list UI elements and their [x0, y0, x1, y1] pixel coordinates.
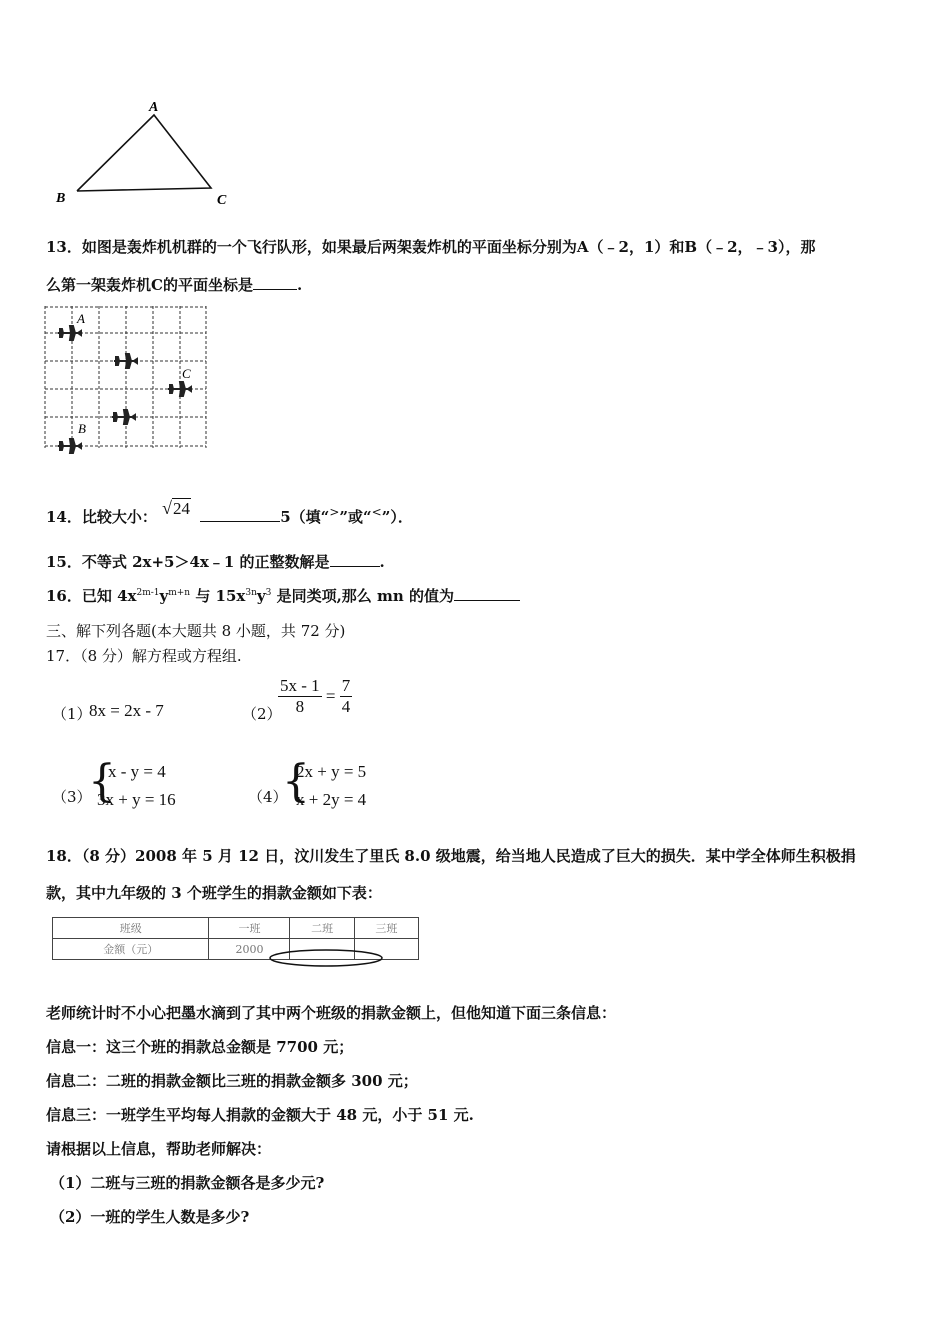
- triangle-outline: [77, 115, 211, 191]
- q14-or: ”或“: [339, 508, 372, 526]
- q17-part3-eq1: x - y = 4: [108, 762, 166, 781]
- table-header-cell: 班级: [53, 918, 209, 939]
- q15-end: .: [379, 553, 385, 571]
- q18-line1: 18．（8 分）2008 年 5 月 12 日，汶川发生了里氏 8.0 级地震，给当地人民造成了巨大的损失．某中学全体师生积极捐: [46, 847, 856, 865]
- plane-b-icon: [58, 439, 81, 453]
- q16-line: [46, 585, 520, 606]
- q18-info2: 信息二：二班的捐款金额比三班的捐款金额多 300 元；: [46, 1072, 418, 1090]
- q18-line2: 款，其中九年级的 3 个班学生的捐款金额如下表：: [46, 884, 382, 902]
- q14-line: [46, 498, 413, 527]
- q18-sub2: （2）一班的学生人数是多少?: [50, 1208, 250, 1226]
- vertex-label-c: C: [217, 193, 227, 208]
- q13-end: .: [296, 276, 303, 294]
- q17-part2-right-denominator: 4: [341, 697, 351, 716]
- q14-answer-blank: [200, 507, 280, 522]
- grid-label-a: A: [77, 311, 85, 326]
- q17-part1-equation: 8x = 2x - 7: [89, 701, 164, 720]
- q17-part2-denominator: 8: [295, 697, 305, 716]
- q17-part2-equals: =: [325, 686, 336, 706]
- q16-sup3: 3n: [245, 588, 257, 598]
- plane-2-icon: [114, 354, 137, 368]
- plane-c-icon: [168, 382, 191, 396]
- q13-line2: [46, 274, 302, 295]
- sqrt-icon: √: [162, 498, 172, 518]
- vertex-label-b: B: [56, 191, 66, 206]
- q17-part4-eq1: 2x + y = 5: [296, 762, 367, 781]
- q16-part4: y: [256, 587, 266, 605]
- sqrt-expression: [162, 499, 191, 518]
- plane-a-icon: [58, 326, 81, 340]
- q16-sup4: 3: [265, 588, 272, 598]
- q17-title: 17．（8 分）解方程或方程组.: [46, 647, 242, 665]
- section-3-heading: 三、解下列各题(本大题共 8 小题，共 72 分): [46, 622, 346, 640]
- q17-part3-brace-icon: {: [88, 756, 116, 807]
- q17-part2-label: （2）: [242, 705, 282, 723]
- grid-label-c: C: [182, 366, 191, 381]
- q16-sup1: 2m-1: [136, 588, 160, 598]
- q16-part1: 16．已知 4x: [46, 587, 137, 605]
- q17-part4-brace-icon: {: [282, 756, 310, 807]
- q13-answer-blank: [253, 275, 297, 290]
- q16-part3: 与 15x: [190, 587, 246, 605]
- q17-part1-label: （1）: [52, 705, 92, 723]
- table-header-cell: 一班: [209, 918, 290, 939]
- q17-part2-equation: [278, 676, 352, 717]
- table-cell: 2000: [209, 939, 290, 960]
- q17-part4-eq2: x + 2y = 4: [296, 790, 367, 809]
- q17-part4-label: （4）: [248, 788, 288, 806]
- q16-part2: y: [159, 587, 169, 605]
- table-header-cell: 三班: [354, 918, 418, 939]
- vertex-label-a: A: [149, 100, 159, 115]
- q15-line: [46, 551, 385, 572]
- ink-blot-ellipse: [266, 947, 386, 969]
- q14-gt: >: [329, 505, 340, 519]
- grid-label-b: B: [78, 421, 86, 436]
- q17-part2-left-fraction: [278, 676, 322, 717]
- q17-part2-numerator: 5x - 1: [280, 676, 320, 695]
- q16-sup2: m+n: [168, 588, 191, 598]
- q14-middle: 5（填“: [280, 508, 330, 526]
- table-cell: 金额（元）: [53, 939, 209, 960]
- bomber-grid-figure: [44, 306, 208, 456]
- q14-suffix: ”）．: [381, 508, 413, 526]
- q18-info3: 信息三：一班学生平均每人捐款的金额大于 48 元，小于 51 元.: [46, 1106, 474, 1124]
- q18-info-intro: 老师统计时不小心把墨水滴到了其中两个班级的捐款金额上，但他知道下面三条信息：: [46, 1004, 617, 1022]
- q16-part5: 是同类项,那么 mn 的值为: [271, 587, 455, 605]
- q18-sub1: （1）二班与三班的捐款金额各是多少元?: [50, 1174, 325, 1192]
- q18-ask: 请根据以上信息，帮助老师解决：: [46, 1140, 272, 1158]
- q14-prefix: 14．比较大小：: [46, 508, 157, 526]
- q17-part2-right-fraction: [340, 676, 353, 717]
- q18-info1: 信息一：这三个班的捐款总金额是 7700 元；: [46, 1038, 354, 1056]
- q15-answer-blank: [330, 552, 380, 567]
- q14-lt: <: [371, 505, 382, 519]
- q17-part3-eq2: 3x + y = 16: [97, 790, 176, 809]
- q13-line1: 13．如图是轰炸机机群的一个飞行队形，如果最后两架轰炸机的平面坐标分别为A（﹣2，1）和B（﹣2，﹣3），那: [46, 238, 816, 256]
- table-header-cell: 二班: [290, 918, 354, 939]
- q17-part3-label: （3）: [52, 788, 92, 806]
- table-header-row: [53, 918, 419, 939]
- q17-part2-right-numerator: 7: [341, 676, 351, 695]
- plane-4-icon: [112, 410, 135, 424]
- triangle-figure: [50, 96, 240, 211]
- q16-answer-blank: [454, 586, 520, 601]
- sqrt-radicand: 24: [173, 499, 190, 518]
- q15-text: 15．不等式 2x+5＞4x﹣1 的正整数解是: [46, 553, 330, 571]
- q13-line2-text: 么第一架轰炸机C的平面坐标是: [46, 276, 253, 294]
